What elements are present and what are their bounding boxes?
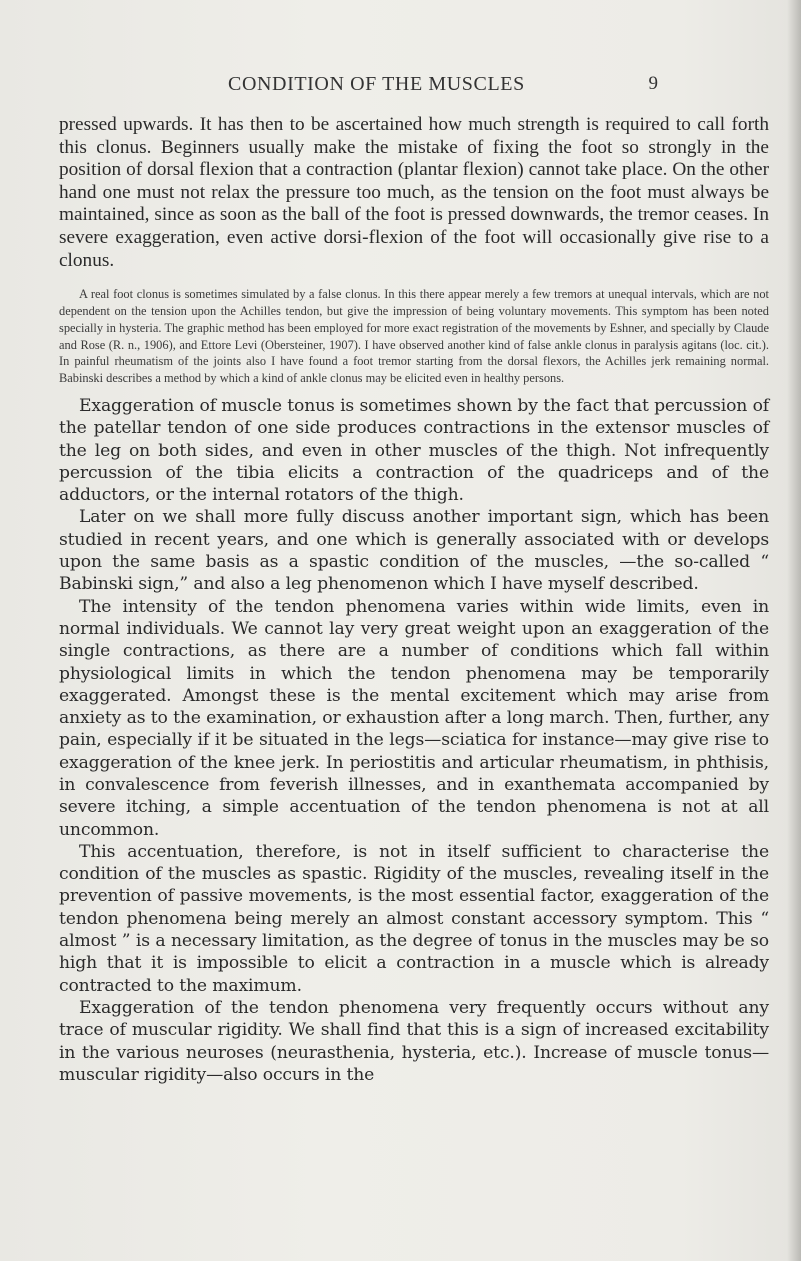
paragraph: A real foot clonus is sometimes simulated by a false clonus. In this there appear merely a few tremors at unequal intervals, which are not dependent on the tension upon the Achilles tendon, but give the impression of being voluntary movements. This symptom has been noted specially in hysteria. The graphic method has been employed for more exact registration of the movements by Eshner, and specially by Claude and Rose (R. n., 1906), and Ettore Levi (Obersteiner, 1907). I have observed another kind of false ankle clonus in paralysis agitans (loc. cit.). In painful rheumatism of the joints also I have found a foot tremor starting from the dorsal flexors, the Achilles jerk remaining normal. Babinski describes a method by which a kind of ankle clonus may be elicited even in healthy persons. xyxy=(59,287,769,386)
running-head: CONDITION OF THE MUSCLES xyxy=(228,73,525,95)
paragraph: pressed upwards. It has then to be ascertained how much strength is required to call forth this clonus. Beginners usually make the mistake of fixing the foot so strongly in the position of dorsal flexion that a contraction (plantar flexion) cannot take place. On the other hand one must not relax the pressure too much, as the tension on the foot must always be maintained, since as soon as the ball of the foot is pressed downwards, the tremor ceases. In severe exaggeration, even active dorsi-flexion of the foot will occasionally give rise to a clonus. xyxy=(59,114,769,271)
paragraph: Exaggeration of the tendon phenomena very frequently occurs without any trace of muscular rigidity. We shall find that this is a sign of increased excitability in the various neuroses (neurasthenia, hysteria, etc.). Increase of muscle tonus—muscular rigidity—also occurs in the xyxy=(59,997,769,1085)
paragraph: This accentuation, therefore, is not in itself sufficient to characterise the condition of the muscles as spastic. Rigidity of the muscles, revealing itself in the prevention of passive movements, is the most essential factor, exaggeration of the tendon phenomena being merely an almost constant accessory symptom. This “ almost ” is a necessary limitation, as the degree of tonus in the muscles may be so high that it is impossible to elicit a contraction in a muscle which is already contracted to the maximum. xyxy=(59,841,769,996)
page-number: 9 xyxy=(648,73,658,94)
page-header xyxy=(228,73,658,97)
paragraph: Exaggeration of muscle tonus is sometimes shown by the fact that percussion of the patellar tendon of one side produces contractions in the extensor muscles of the leg on both sides, and even in other muscles of the thigh. Not infrequently percussion of the tibia elicits a contraction of the quadriceps and of the adductors, or the internal rotators of the thigh. xyxy=(59,395,769,506)
text-block xyxy=(59,114,769,1086)
small-print-note xyxy=(59,286,769,387)
paragraph: The intensity of the tendon phenomena varies within wide limits, even in normal individuals. We cannot lay very great weight upon an exaggeration of the single contractions, as there are a number of conditions which fall within physiological limits in which the tendon phenomena may be temporarily exaggerated. Amongst these is the mental excitement which may arise from anxiety as to the examination, or exhaustion after a long march. Then, further, any pain, especially if it be situated in the legs—sciatica for instance—may give rise to exaggeration of the knee jerk. In periostitis and articular rheumatism, in phthisis, in convalescence from feverish illnesses, and in exanthemata accompanied by severe itching, a simple accentuation of the tendon phenomena is not at all uncommon. xyxy=(59,596,769,840)
continued-paragraph-block xyxy=(59,114,769,272)
body-paragraphs xyxy=(59,395,769,1086)
page-edge-shadow xyxy=(787,0,801,1261)
paragraph: Later on we shall more fully discuss another important sign, which has been studied in recent years, and one which is generally associated with or develops upon the same basis as a spastic condition of the muscles, —the so-called “ Babinski sign,” and also a leg phenomenon which I have myself described. xyxy=(59,507,769,595)
